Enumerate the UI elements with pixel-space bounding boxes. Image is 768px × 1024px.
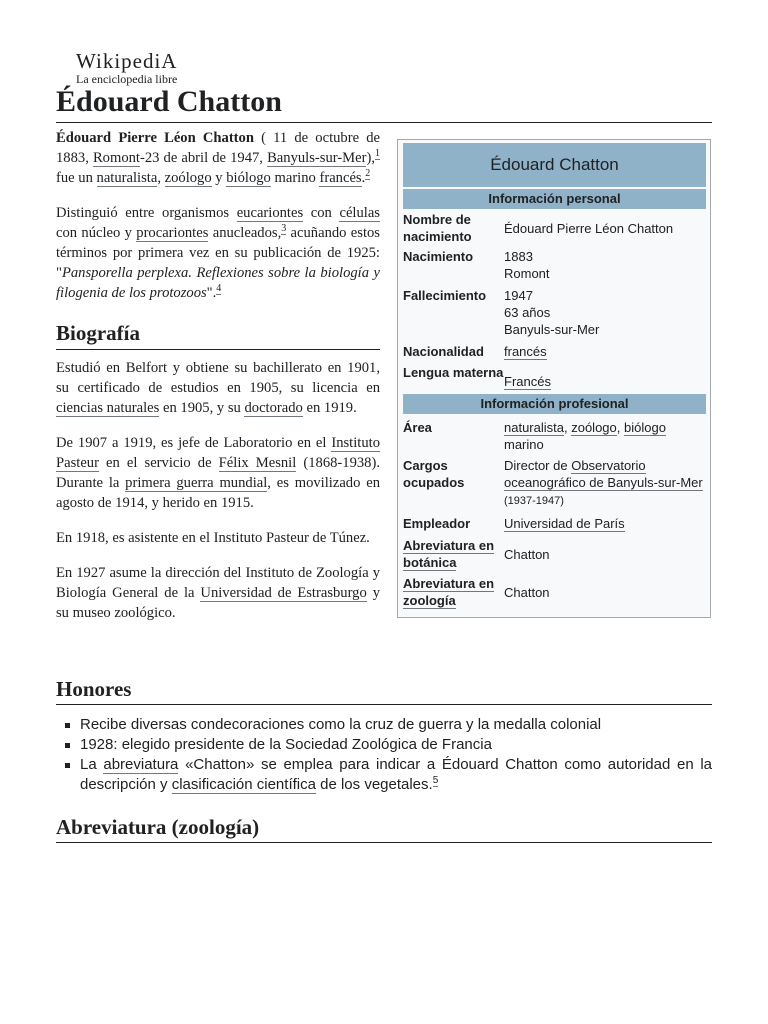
link-frances[interactable]: francés	[319, 170, 362, 186]
link-observatorio[interactable]: Observatorio oceanográfico de Banyuls-sur-Mer	[504, 458, 703, 490]
publication-title: Pansporella perplexa. Reflexiones sobre la biología y filogenia de los protozoos	[56, 265, 380, 301]
heading-biografia: Biografía	[56, 321, 380, 350]
link-clasificacion-cientifica[interactable]: clasificación científica	[171, 776, 316, 793]
infobox-row-abrev-botanica	[403, 537, 706, 571]
infobox-value: 1947 63 años Banyuls-sur-Mer	[504, 288, 600, 337]
list-item: Recibe diversas condecoraciones como la cruz de guerra y la medalla colonial	[80, 715, 712, 735]
link-ciencias-naturales[interactable]: ciencias naturales	[56, 400, 160, 416]
infobox-value: Director de Observatorio oceanográfico de Banyuls-sur-Mer (1937-1947)	[504, 458, 703, 507]
ref-1[interactable]: 1	[375, 148, 380, 160]
logo-tagline: La enciclopedia libre	[76, 72, 178, 86]
ref-3[interactable]: 3	[281, 223, 287, 235]
link-universidad-estrasburgo[interactable]: Universidad de Estrasburgo	[200, 585, 367, 601]
section-honores	[56, 676, 712, 795]
link-naturalista[interactable]: naturalista	[96, 170, 158, 186]
link-instituto-pasteur[interactable]: Instituto Pasteur	[56, 435, 380, 471]
infobox-row-empleador	[403, 515, 706, 532]
infobox-value: naturalista, zoólogo, biólogo marino	[504, 420, 666, 452]
infobox-label: Abreviatura en zoología	[403, 576, 495, 608]
link-area-biologo[interactable]: biólogo	[624, 420, 666, 435]
infobox-row-cargos	[403, 457, 706, 510]
link-felix-mesnil[interactable]: Félix Mesnil	[218, 455, 297, 471]
link-doctorado[interactable]: doctorado	[244, 400, 303, 416]
ref-2[interactable]: 2	[365, 168, 371, 180]
link-procariontes[interactable]: procariontes	[136, 225, 209, 241]
page-title: Édouard Chatton	[56, 84, 712, 123]
infobox-label: Abreviatura en botánica	[403, 538, 495, 570]
infobox-title: Édouard Chatton	[403, 143, 706, 187]
wikipedia-logo[interactable]	[76, 50, 216, 86]
infobox-value: Chatton	[504, 547, 550, 562]
infobox-label: Lengua materna	[403, 365, 504, 380]
lead-paragraph-1: Édouard Pierre Léon Chatton ( 11 de octubre de 1883, Romont-23 de abril de 1947, Banyuls-sur-Mer),$^1$ fue un naturalista, zoólogo y biólogo marino francés.$^2$	[56, 130, 380, 186]
infobox-label: Nombre de nacimiento	[403, 212, 472, 244]
list-item: La abreviatura «Chatton» se emplea para indicar a Édouard Chatton como autoridad en la descripción y clasificación científica de los vegetales.$^5$	[80, 756, 712, 793]
link-frances-lengua[interactable]: Francés	[504, 374, 551, 389]
infobox-row-nombre	[403, 211, 706, 245]
infobox-label: Fallecimiento	[403, 288, 487, 303]
infobox-section-profesional: Información profesional	[403, 394, 706, 414]
infobox-row-lengua	[403, 364, 706, 390]
infobox-row-area	[403, 419, 706, 453]
ref-5[interactable]: 5	[432, 775, 439, 786]
infobox-value	[504, 515, 706, 532]
honores-list	[56, 715, 712, 795]
link-banyuls[interactable]: Banyuls-sur-Mer	[267, 150, 367, 166]
heading-honores: Honores	[56, 676, 712, 705]
link-zoologo[interactable]: zoólogo	[164, 170, 212, 186]
lead-paragraph-2: Distinguió entre organismos eucariontes con células con núcleo y procariontes anucleados,$^3$ acuñando estos términos por primera vez en su publicación de 1925: "Pansporella perplexa. Reflexiones sobre la biología y filogenia de los protozoos".$^4$	[56, 205, 380, 301]
infobox-value	[504, 343, 706, 360]
list-item: 1928: elegido presidente de la Sociedad Zoológica de Francia	[80, 735, 712, 755]
infobox-row-abrev-zoologia	[403, 575, 706, 609]
infobox-value: 1883 Romont	[504, 249, 550, 281]
link-abreviatura[interactable]: abreviatura	[103, 756, 179, 773]
link-universidad-paris[interactable]: Universidad de París	[504, 516, 625, 531]
infobox	[397, 139, 711, 618]
infobox-label: Empleador	[403, 516, 471, 531]
link-biologo[interactable]: biólogo	[226, 170, 271, 186]
ref-4[interactable]: 4	[216, 283, 222, 295]
heading-abreviatura: Abreviatura (zoología)	[56, 814, 712, 843]
infobox-row-nacimiento	[403, 248, 706, 282]
infobox-label: Nacimiento	[403, 249, 474, 264]
infobox-label: Cargos ocupados	[403, 458, 465, 490]
infobox-section-personal: Información personal	[403, 189, 706, 209]
biografia-paragraph-3: En 1918, es asistente en el Instituto Pasteur de Túnez.	[56, 530, 370, 546]
logo-wordmark: WikipediA	[76, 49, 178, 73]
infobox-value	[504, 364, 706, 390]
infobox-row-fallecimiento	[403, 287, 706, 338]
link-area-naturalista[interactable]: naturalista	[504, 420, 564, 435]
link-eucariontes[interactable]: eucariontes	[236, 205, 304, 221]
infobox-label: Nacionalidad	[403, 344, 484, 359]
infobox-value: Chatton	[504, 585, 550, 600]
biografia-paragraph-1: Estudió en Belfort y obtiene su bachillerato en 1901, su certificado de estudios en 1905, su licencia en ciencias naturales en 1905, y su doctorado en 1919.	[56, 360, 380, 416]
link-frances-infobox[interactable]: francés	[504, 344, 547, 359]
section-abreviatura	[56, 814, 712, 843]
infobox-row-nacionalidad	[403, 343, 706, 360]
subject-name: Édouard Pierre Léon Chatton	[56, 130, 254, 146]
link-area-zoologo[interactable]: zoólogo	[571, 420, 617, 435]
infobox-label: Área	[403, 420, 432, 435]
biografia-paragraph-4: En 1927 asume la dirección del Instituto de Zoología y Biología General de la Universidad de Estrasburgo y su museo zoológico.	[56, 565, 380, 621]
infobox-value: Édouard Pierre Léon Chatton	[504, 221, 674, 236]
link-celulas[interactable]: células	[339, 205, 380, 221]
link-primera-guerra-mundial[interactable]: primera guerra mundial	[125, 475, 268, 491]
article-body	[56, 128, 380, 638]
biografia-paragraph-2: De 1907 a 1919, es jefe de Laboratorio en el Instituto Pasteur en el servicio de Félix Mesnil (1868-1938). Durante la primera guerra mundial, es movilizado en agosto de 1914, y herido en 1915.	[56, 435, 380, 511]
link-romont[interactable]: Romont	[92, 150, 140, 166]
